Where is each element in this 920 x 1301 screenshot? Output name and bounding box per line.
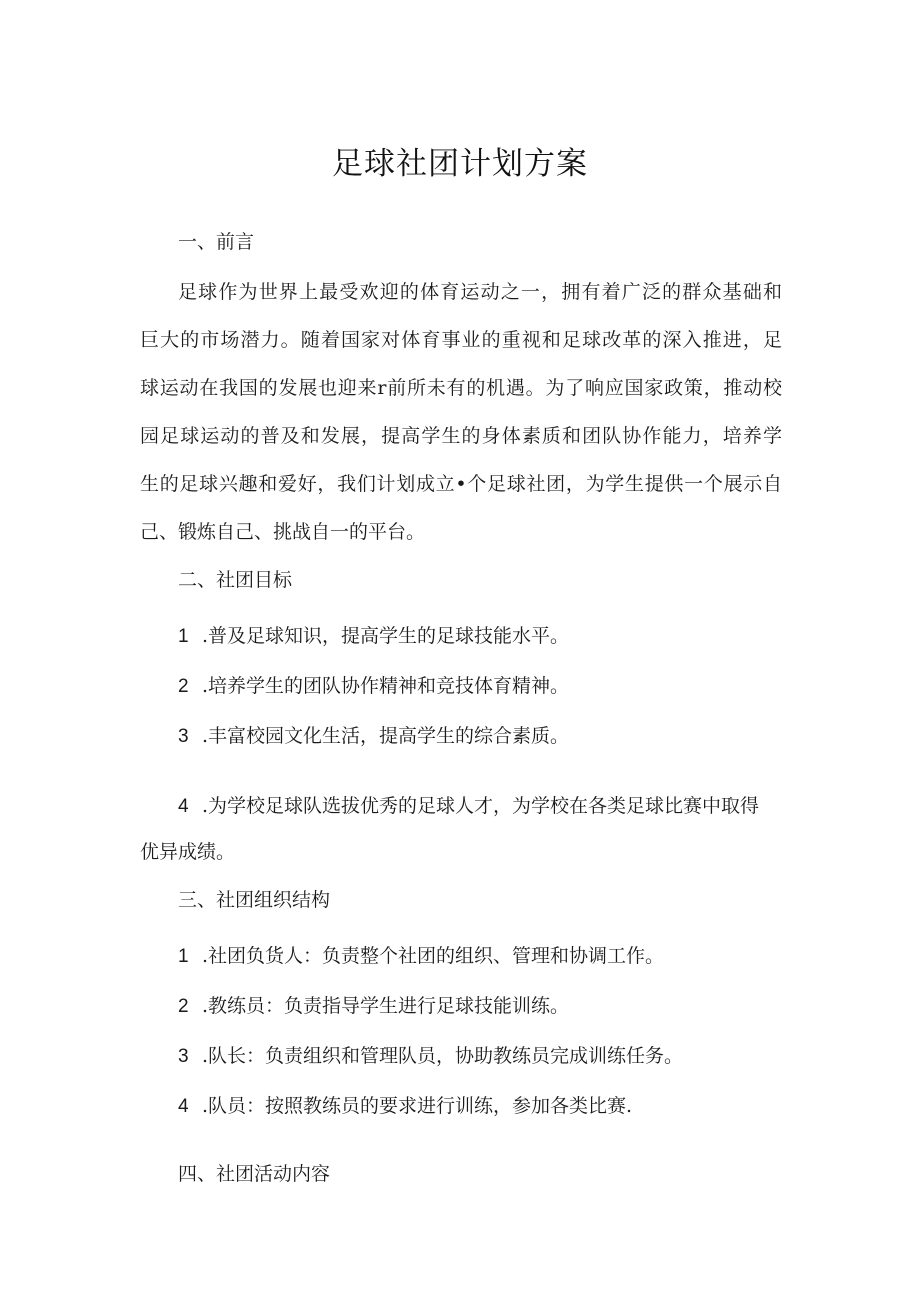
section-heading-goals: 二、社团目标 bbox=[178, 569, 293, 591]
section-heading-preface: 一、前言 bbox=[178, 231, 255, 253]
goal-item bbox=[178, 672, 569, 701]
intro-paragraph-line: 巨大的市场潜力。随着国家对体育事业的重视和足球改革的深入推进，足 bbox=[140, 329, 782, 351]
intro-paragraph-line: 足球作为世界上最受欢迎的体育运动之一，拥有着广泛的群众基础和 bbox=[178, 281, 782, 303]
goal-item bbox=[178, 792, 759, 821]
goal-item-continuation: 优异成绩。 bbox=[140, 841, 236, 863]
org-number: 1 bbox=[178, 946, 189, 967]
org-number: 3 bbox=[178, 1046, 189, 1067]
org-item bbox=[178, 942, 664, 971]
org-number: 4 bbox=[178, 1096, 189, 1117]
goal-item bbox=[178, 722, 569, 751]
goal-text: .培养学生的团队协作精神和竞技体育精神。 bbox=[202, 675, 570, 697]
org-text: .队长：负责组织和管理队员，协助教练员完成训练任务。 bbox=[202, 1045, 684, 1067]
goal-text: .丰富校园文化生活，提高学生的综合素质。 bbox=[202, 725, 570, 747]
section-heading-organization: 三、社团组织结构 bbox=[178, 889, 331, 911]
org-item bbox=[178, 1042, 683, 1071]
goal-text: .为学校足球队选拔优秀的足球人才，为学校在各类足球比赛中取得 bbox=[202, 795, 760, 817]
org-text: .队员：按照教练员的要求进行训练，参加各类比赛. bbox=[202, 1095, 633, 1117]
goal-item bbox=[178, 622, 569, 651]
goal-number: 4 bbox=[178, 796, 189, 817]
intro-paragraph-line: 球运动在我国的发展也迎来r前所未有的机遇。为了响应国家政策，推动校 bbox=[140, 377, 782, 399]
org-item bbox=[178, 1092, 632, 1121]
section-heading-activities: 四、社团活动内容 bbox=[178, 1163, 331, 1185]
org-text: .社团负货人：负责整个社团的组织、管理和协调工作。 bbox=[202, 945, 665, 967]
intro-paragraph-line: 己、锻炼自己、挑战自一的平台。 bbox=[140, 521, 426, 543]
intro-paragraph-line: 园足球运动的普及和发展，提高学生的身体素质和团队协作能力，培养学 bbox=[140, 425, 782, 447]
intro-paragraph-line: 生的足球兴趣和爱好，我们计划成立•个足球社团，为学生提供一个展示自 bbox=[140, 473, 782, 495]
org-number: 2 bbox=[178, 996, 189, 1017]
goal-number: 2 bbox=[178, 676, 189, 697]
org-text: .教练员：负责指导学生进行足球技能训练。 bbox=[202, 995, 570, 1017]
document-title: 足球社团计划方案 bbox=[332, 146, 588, 182]
goal-number: 1 bbox=[178, 626, 189, 647]
org-item bbox=[178, 992, 569, 1021]
goal-text: .普及足球知识，提高学生的足球技能水平。 bbox=[202, 625, 570, 647]
goal-number: 3 bbox=[178, 726, 189, 747]
